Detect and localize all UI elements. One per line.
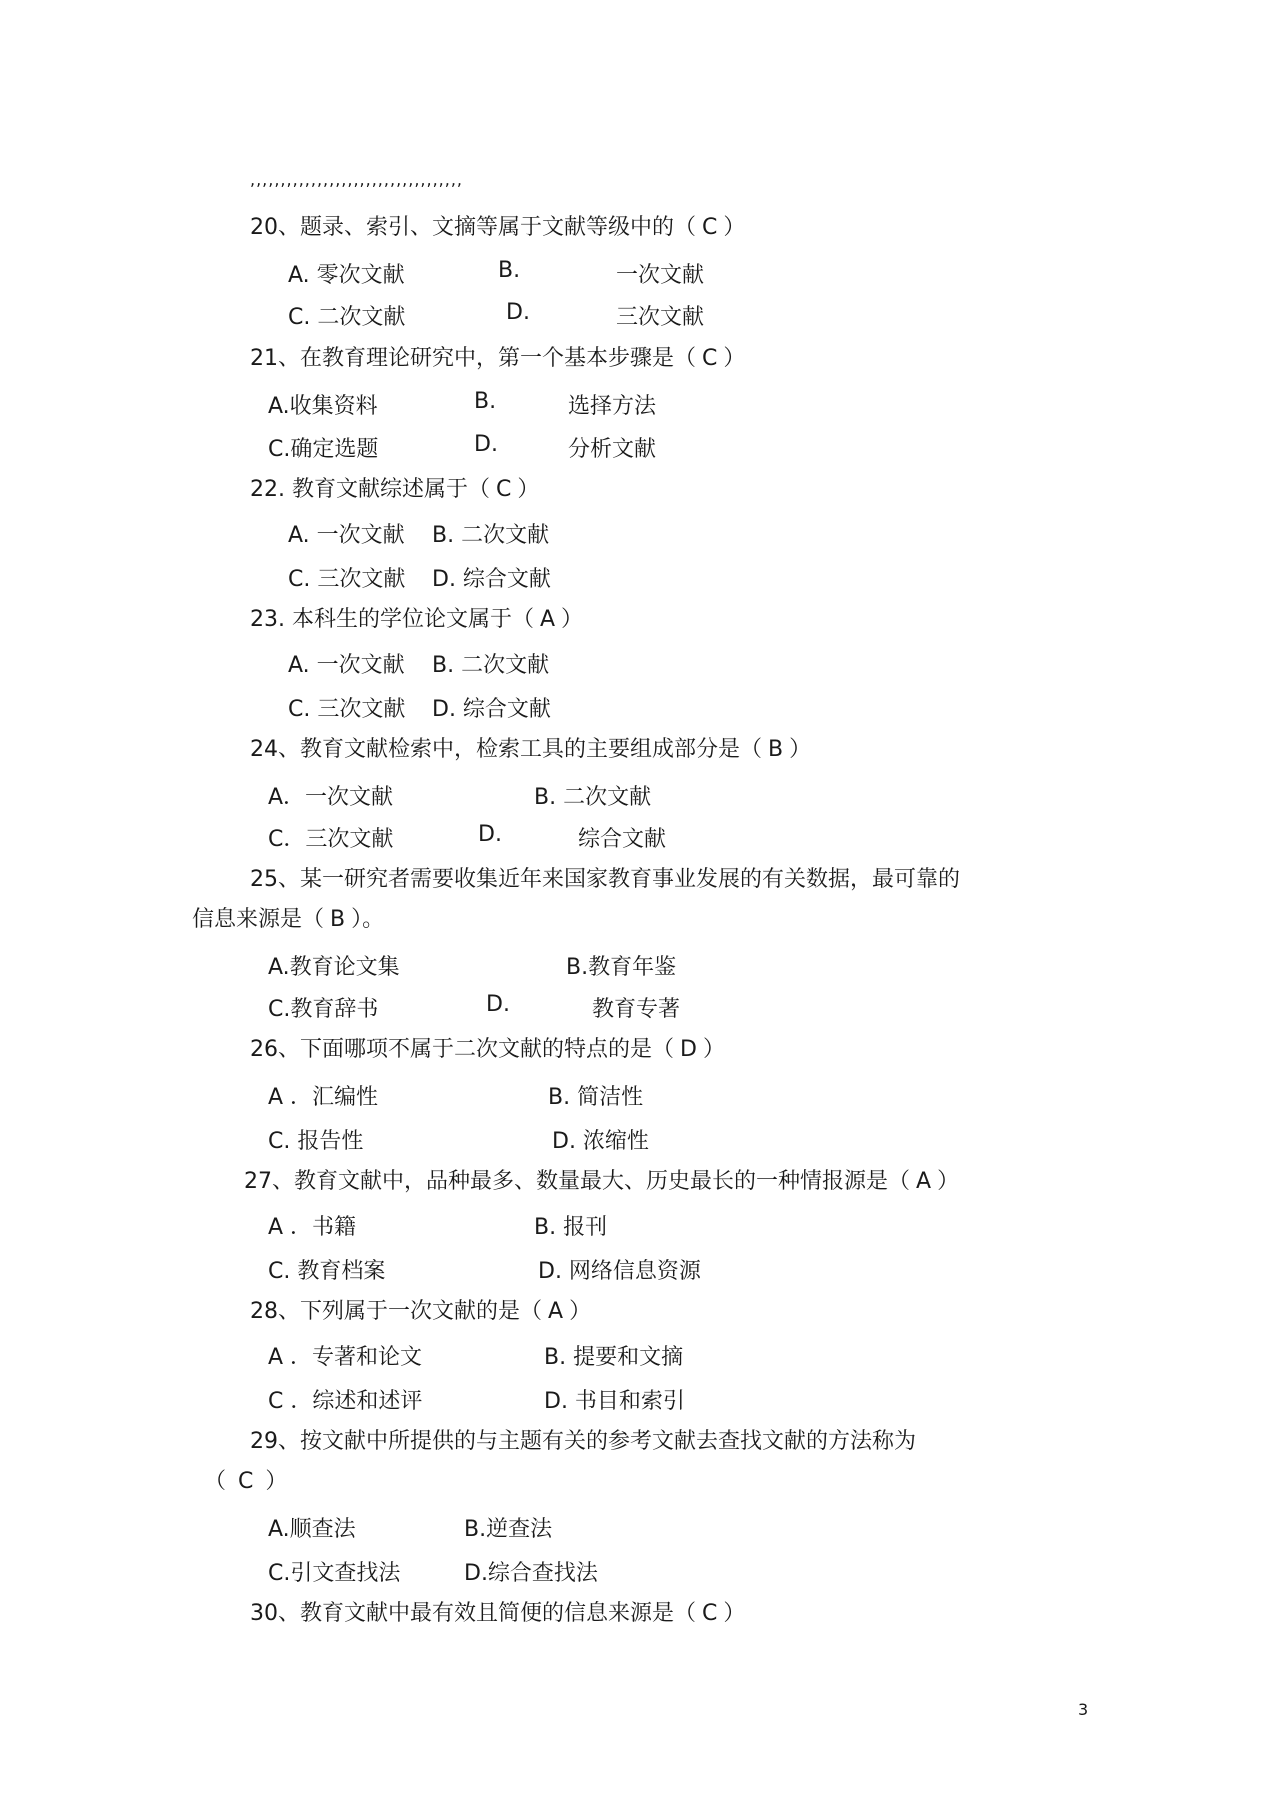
option: 分析文献: [568, 437, 657, 462]
option: 综合文献: [578, 827, 667, 852]
option: 选择方法: [568, 394, 657, 419]
question-30: 30、教育文献中最有效且简便的信息来源是（ C ）: [250, 1601, 746, 1626]
option: C. 二次文献: [288, 305, 406, 330]
answer: B: [330, 907, 346, 932]
option: B. 提要和文摘: [544, 1345, 684, 1370]
option: C.引文查找法: [268, 1561, 401, 1586]
option: C. 三次文献: [288, 567, 406, 592]
option: D.: [478, 822, 502, 847]
option: D. 浓缩性: [552, 1129, 649, 1154]
answer: C: [702, 215, 718, 240]
option: D.综合查找法: [464, 1561, 598, 1586]
question-25-cont: 信息来源是（ B ）。: [192, 907, 385, 932]
question-29-cont: （ C ）: [204, 1469, 288, 1494]
option: B.逆查法: [464, 1517, 553, 1542]
option: B. 二次文献: [534, 785, 652, 810]
question-25: 25、某一研究者需要收集近年来国家教育事业发展的有关数据，最可靠的: [250, 867, 960, 892]
option: B.: [498, 258, 521, 283]
answer: C: [238, 1469, 254, 1494]
answer: C: [702, 1601, 718, 1626]
header-marks: ,,,,,,,,,,,,,,,,,,,,,,,,,,,,,,,,,,,: [250, 170, 464, 189]
answer: B: [768, 737, 784, 762]
question-27: 27、教育文献中，品种最多、数量最大、历史最长的一种情报源是（ A ）: [244, 1169, 960, 1194]
option: B. 二次文献: [432, 523, 550, 548]
option: A ．汇编性: [268, 1085, 379, 1110]
answer: C: [702, 346, 718, 371]
option: C. 教育档案: [268, 1259, 386, 1284]
option: C.确定选题: [268, 437, 379, 462]
answer: A: [548, 1299, 564, 1324]
option: D. 综合文献: [432, 567, 551, 592]
option: A. 一次文献: [288, 653, 405, 678]
option: 一次文献: [616, 263, 705, 288]
option: A.教育论文集: [268, 955, 400, 980]
option: B.: [474, 389, 497, 414]
option: D. 综合文献: [432, 697, 551, 722]
question-22: 22. 教育文献综述属于（ C ）: [250, 477, 540, 502]
option: B.教育年鉴: [566, 955, 677, 980]
option: C ．综述和述评: [268, 1389, 423, 1414]
answer: A: [539, 607, 556, 632]
option: D.: [506, 300, 530, 325]
option: C．三次文献: [268, 827, 394, 852]
option: D.: [474, 432, 498, 457]
option: C.教育辞书: [268, 997, 379, 1022]
option: D. 网络信息资源: [538, 1259, 701, 1284]
answer: D: [680, 1037, 697, 1062]
question-26: 26、下面哪项不属于二次文献的特点的是（ D ）: [250, 1037, 725, 1062]
question-28: 28、下列属于一次文献的是（ A ）: [250, 1299, 592, 1324]
option: A．一次文献: [268, 785, 394, 810]
option: B. 二次文献: [432, 653, 550, 678]
question-29: 29、按文献中所提供的与主题有关的参考文献去查找文献的方法称为: [250, 1429, 916, 1454]
option: B. 报刊: [534, 1215, 608, 1240]
option: A ．书籍: [268, 1215, 357, 1240]
question-24: 24、教育文献检索中，检索工具的主要组成部分是（ B ）: [250, 737, 812, 762]
option: 教育专著: [592, 997, 681, 1022]
option: D.: [486, 992, 510, 1017]
answer: C: [495, 477, 512, 502]
question-21: 21、在教育理论研究中，第一个基本步骤是（ C ）: [250, 346, 746, 371]
option: 三次文献: [616, 305, 705, 330]
question-20: 20、题录、索引、文摘等属于文献等级中的（ C ）: [250, 215, 746, 240]
option: D. 书目和索引: [544, 1389, 685, 1414]
option: C. 三次文献: [288, 697, 406, 722]
option: A.顺查法: [268, 1517, 356, 1542]
option: C. 报告性: [268, 1129, 364, 1154]
question-23: 23. 本科生的学位论文属于（ A ）: [250, 607, 584, 632]
option: A. 一次文献: [288, 523, 405, 548]
page-number: 3: [1078, 1700, 1089, 1719]
option: A.收集资料: [268, 394, 378, 419]
answer: A: [916, 1169, 932, 1194]
option: B. 简洁性: [548, 1085, 644, 1110]
option: A ．专著和论文: [268, 1345, 423, 1370]
option: A. 零次文献: [288, 263, 405, 288]
